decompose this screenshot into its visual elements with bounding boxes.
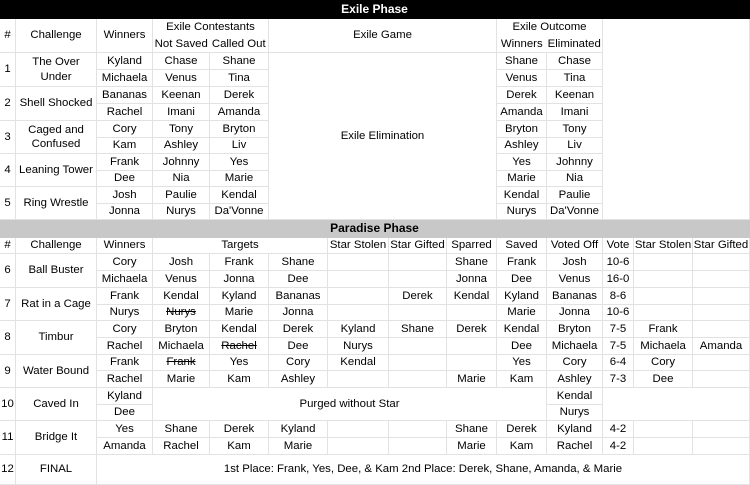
paradise-ss-cell xyxy=(328,288,389,305)
paradise-sg-cell xyxy=(389,438,447,455)
paradise-t1-cell: Marie xyxy=(153,371,210,388)
challenge-name: Bridge It xyxy=(16,421,97,455)
winner-cell: Kyland xyxy=(97,53,153,70)
paradise-sg-cell xyxy=(389,371,447,388)
paradise-sg2-cell xyxy=(693,288,750,305)
winner-cell: Yes xyxy=(97,421,153,438)
outcome-winner-cell: Marie xyxy=(497,171,547,187)
paradise-header-targets: Targets xyxy=(153,238,328,254)
exile-game-header: Exile Game xyxy=(269,19,497,53)
exile-header-winners: Winners xyxy=(97,19,153,53)
paradise-header-voted-off: Voted Off xyxy=(547,238,603,254)
outcome-winner-cell: Nurys xyxy=(497,204,547,220)
outcome-winner-cell: Bryton xyxy=(497,121,547,138)
paradise-t3-cell: Marie xyxy=(269,438,328,455)
paradise-sg2-cell xyxy=(693,254,750,271)
not-saved-cell: Chase xyxy=(153,53,210,70)
called-out-cell: Kendal xyxy=(210,187,269,204)
paradise-ss2-cell xyxy=(634,421,693,438)
episode-number: 7 xyxy=(0,288,16,321)
not-saved-cell: Tony xyxy=(153,121,210,138)
not-saved-cell: Johnny xyxy=(153,154,210,171)
outcome-eliminated-header: Eliminated xyxy=(547,37,601,50)
paradise-vt-cell: 7-3 xyxy=(603,371,634,388)
exile-outcome-header xyxy=(497,19,603,53)
paradise-vt-cell: 8-6 xyxy=(603,288,634,305)
called-out-cell: Liv xyxy=(210,138,269,154)
outcome-eliminated-cell: Da'Vonne xyxy=(547,204,603,220)
challenge-name: The Over Under xyxy=(16,53,97,87)
paradise-sg2-cell: Amanda xyxy=(693,338,750,355)
called-out-cell: Marie xyxy=(210,171,269,187)
episode-number: 9 xyxy=(0,355,16,388)
exile-contestants-label: Exile Contestants xyxy=(166,20,255,33)
paradise-vt-cell: 16-0 xyxy=(603,271,634,288)
paradise-t3-cell: Dee xyxy=(269,271,328,288)
called-out-cell: Yes xyxy=(210,154,269,171)
paradise-vt-cell: 4-2 xyxy=(603,438,634,455)
outcome-winner-cell: Amanda xyxy=(497,104,547,121)
paradise-header-sparred: Sparred xyxy=(447,238,497,254)
winner-cell: Josh xyxy=(97,187,153,204)
paradise-sv-cell: Frank xyxy=(497,254,547,271)
paradise-sp-cell: Shane xyxy=(447,254,497,271)
challenge-name: Caved In xyxy=(16,388,97,421)
paradise-sp-cell: Derek xyxy=(447,321,497,338)
paradise-header-saved: Saved xyxy=(497,238,547,254)
called-out-cell: Shane xyxy=(210,53,269,70)
paradise-sg-cell xyxy=(389,271,447,288)
outcome-eliminated-cell: Nia xyxy=(547,171,603,187)
called-out-cell: Tina xyxy=(210,70,269,87)
winner-cell: Bananas xyxy=(97,87,153,104)
paradise-sg2-cell xyxy=(693,271,750,288)
challenge-name: Ball Buster xyxy=(16,254,97,288)
called-out-cell: Amanda xyxy=(210,104,269,121)
paradise-vo-cell: Jonna xyxy=(547,305,603,321)
winner-cell: Rachel xyxy=(97,338,153,355)
paradise-sp-cell xyxy=(447,338,497,355)
paradise-t2-cell: Kam xyxy=(210,371,269,388)
episode-number: 3 xyxy=(0,121,16,154)
paradise-t3-cell: Shane xyxy=(269,254,328,271)
paradise-ss2-cell xyxy=(634,254,693,271)
paradise-t3-cell: Derek xyxy=(269,321,328,338)
paradise-t3-cell: Dee xyxy=(269,338,328,355)
paradise-t2-cell: Yes xyxy=(210,355,269,371)
outcome-winners-header: Winners xyxy=(500,37,543,50)
episode-number: 8 xyxy=(0,321,16,355)
outcome-winner-cell: Venus xyxy=(497,70,547,87)
paradise-t3-cell: Cory xyxy=(269,355,328,371)
paradise-sg-cell xyxy=(389,355,447,371)
paradise-vt-cell: 7-5 xyxy=(603,338,634,355)
paradise-header-num: # xyxy=(0,238,16,254)
paradise-sp-cell xyxy=(447,355,497,371)
paradise-header-star-stolen-2: Star Stolen xyxy=(634,238,693,254)
outcome-eliminated-cell: Tina xyxy=(547,70,603,87)
episode-number: 6 xyxy=(0,254,16,288)
paradise-sg2-cell xyxy=(693,355,750,371)
paradise-ss-cell: Nurys xyxy=(328,338,389,355)
paradise-ss2-cell: Dee xyxy=(634,371,693,388)
winner-cell: Amanda xyxy=(97,438,153,455)
not-saved-cell: Nia xyxy=(153,171,210,187)
paradise-header-challenge: Challenge xyxy=(16,238,97,254)
outcome-winner-cell: Yes xyxy=(497,154,547,171)
paradise-sg-cell xyxy=(389,421,447,438)
paradise-t2-cell: Kam xyxy=(210,438,269,455)
outcome-eliminated-cell: Liv xyxy=(547,138,603,154)
paradise-sg-cell: Derek xyxy=(389,288,447,305)
paradise-vt-cell: 10-6 xyxy=(603,254,634,271)
paradise-t1-cell: Nurys xyxy=(153,305,210,321)
paradise-vo-cell: Ashley xyxy=(547,371,603,388)
outcome-eliminated-cell: Johnny xyxy=(547,154,603,171)
challenge-name: Water Bound xyxy=(16,355,97,388)
paradise-sg2-cell xyxy=(693,321,750,338)
caved-in-note: Purged without Star xyxy=(153,388,547,421)
paradise-t1-cell: Josh xyxy=(153,254,210,271)
winner-cell: Kam xyxy=(97,138,153,154)
paradise-ss2-cell: Michaela xyxy=(634,338,693,355)
paradise-ss-cell xyxy=(328,254,389,271)
outcome-eliminated-cell: Paulie xyxy=(547,187,603,204)
paradise-sg-cell xyxy=(389,254,447,271)
paradise-vo-cell: Kyland xyxy=(547,421,603,438)
paradise-ss-cell xyxy=(328,305,389,321)
paradise-sv-cell: Kam xyxy=(497,371,547,388)
winner-cell: Dee xyxy=(97,405,153,421)
winner-cell: Michaela xyxy=(97,70,153,87)
episode-number: 4 xyxy=(0,154,16,187)
paradise-header-vote: Vote xyxy=(603,238,634,254)
paradise-vo-cell: Cory xyxy=(547,355,603,371)
episode-number: 1 xyxy=(0,53,16,87)
paradise-sv-cell: Dee xyxy=(497,338,547,355)
paradise-t2-cell: Rachel xyxy=(210,338,269,355)
paradise-sg2-cell xyxy=(693,305,750,321)
winner-cell: Kyland xyxy=(97,388,153,405)
paradise-ss-cell xyxy=(328,421,389,438)
paradise-vo-cell: Josh xyxy=(547,254,603,271)
paradise-ss-cell xyxy=(328,371,389,388)
paradise-t2-cell: Kyland xyxy=(210,288,269,305)
paradise-sg-cell xyxy=(389,338,447,355)
called-out-header: Called Out xyxy=(211,37,266,50)
paradise-sg2-cell xyxy=(693,421,750,438)
paradise-t1-cell: Venus xyxy=(153,271,210,288)
paradise-vo-cell: Bryton xyxy=(547,321,603,338)
outcome-eliminated-cell: Chase xyxy=(547,53,603,70)
paradise-ss2-cell: Cory xyxy=(634,355,693,371)
not-saved-cell: Keenan xyxy=(153,87,210,104)
paradise-vo-cell: Rachel xyxy=(547,438,603,455)
paradise-sv-cell: Marie xyxy=(497,305,547,321)
challenge-name: Ring Wrestle xyxy=(16,187,97,220)
episode-number: 12 xyxy=(0,455,16,485)
challenge-name: Timbur xyxy=(16,321,97,355)
paradise-sv-cell: Kam xyxy=(497,438,547,455)
exile-header-num: # xyxy=(0,19,16,53)
episode-number: 5 xyxy=(0,187,16,220)
paradise-sg-cell: Shane xyxy=(389,321,447,338)
challenge-name: Rat in a Cage xyxy=(16,288,97,321)
paradise-t3-cell: Kyland xyxy=(269,421,328,438)
paradise-ss-cell xyxy=(328,271,389,288)
winner-cell: Michaela xyxy=(97,271,153,288)
outcome-winner-cell: Derek xyxy=(497,87,547,104)
paradise-ss-cell xyxy=(328,438,389,455)
episode-number: 10 xyxy=(0,388,16,421)
paradise-sp-cell: Shane xyxy=(447,421,497,438)
challenge-name: Caged and Confused xyxy=(16,121,97,154)
final-results: 1st Place: Frank, Yes, Dee, & Kam 2nd Place: Derek, Shane, Amanda, & Marie xyxy=(97,455,750,485)
winner-cell: Rachel xyxy=(97,104,153,121)
paradise-sp-cell: Jonna xyxy=(447,271,497,288)
paradise-t1-cell: Kendal xyxy=(153,288,210,305)
not-saved-cell: Paulie xyxy=(153,187,210,204)
paradise-sg-cell xyxy=(389,305,447,321)
outcome-winner-cell: Ashley xyxy=(497,138,547,154)
paradise-t2-cell: Kendal xyxy=(210,321,269,338)
paradise-sp-cell xyxy=(447,305,497,321)
paradise-vo-cell: Bananas xyxy=(547,288,603,305)
paradise-t3-cell: Jonna xyxy=(269,305,328,321)
paradise-vo-cell: Venus xyxy=(547,271,603,288)
winner-cell: Frank xyxy=(97,355,153,371)
paradise-ss2-cell xyxy=(634,438,693,455)
winner-cell: Frank xyxy=(97,154,153,171)
winner-cell: Cory xyxy=(97,121,153,138)
challenge-name: FINAL xyxy=(16,455,97,485)
paradise-sv-cell: Derek xyxy=(497,421,547,438)
outcome-winner-cell: Kendal xyxy=(497,187,547,204)
exile-empty-area xyxy=(603,19,750,220)
challenge-name: Shell Shocked xyxy=(16,87,97,121)
paradise-t3-cell: Bananas xyxy=(269,288,328,305)
not-saved-cell: Imani xyxy=(153,104,210,121)
paradise-ss2-cell xyxy=(634,288,693,305)
paradise-t2-cell: Frank xyxy=(210,254,269,271)
not-saved-header: Not Saved xyxy=(154,37,208,50)
paradise-t1-cell: Rachel xyxy=(153,438,210,455)
not-saved-cell: Ashley xyxy=(153,138,210,154)
outcome-eliminated-cell: Keenan xyxy=(547,87,603,104)
exile-outcome-label: Exile Outcome xyxy=(512,20,587,33)
called-out-cell: Da'Vonne xyxy=(210,204,269,220)
paradise-t1-cell: Michaela xyxy=(153,338,210,355)
winner-cell: Nurys xyxy=(97,305,153,321)
paradise-ss2-cell xyxy=(634,305,693,321)
outcome-eliminated-cell: Imani xyxy=(547,104,603,121)
voted-off-cell: Kendal xyxy=(547,388,603,405)
voted-off-cell: Nurys xyxy=(547,405,603,421)
exile-contestants-header xyxy=(153,19,269,53)
paradise-header-star-gifted-2: Star Gifted xyxy=(693,238,750,254)
paradise-sp-cell: Marie xyxy=(447,371,497,388)
not-saved-cell: Venus xyxy=(153,70,210,87)
paradise-header-star-gifted: Star Gifted xyxy=(389,238,447,254)
paradise-header-star-stolen: Star Stolen xyxy=(328,238,389,254)
paradise-sv-cell: Yes xyxy=(497,355,547,371)
outcome-winner-cell: Shane xyxy=(497,53,547,70)
paradise-ss2-cell xyxy=(634,271,693,288)
paradise-vt-cell: 10-6 xyxy=(603,305,634,321)
paradise-vt-cell: 6-4 xyxy=(603,355,634,371)
paradise-sp-cell: Marie xyxy=(447,438,497,455)
paradise-t2-cell: Derek xyxy=(210,421,269,438)
paradise-ss2-cell: Frank xyxy=(634,321,693,338)
paradise-t2-cell: Jonna xyxy=(210,271,269,288)
paradise-header-winners: Winners xyxy=(97,238,153,254)
paradise-sv-cell: Dee xyxy=(497,271,547,288)
paradise-sg2-cell xyxy=(693,438,750,455)
challenge-name: Leaning Tower xyxy=(16,154,97,187)
episode-number: 11 xyxy=(0,421,16,455)
paradise-t2-cell: Marie xyxy=(210,305,269,321)
paradise-vo-cell: Michaela xyxy=(547,338,603,355)
exile-phase-title: Exile Phase xyxy=(0,0,750,19)
outcome-eliminated-cell: Tony xyxy=(547,121,603,138)
winner-cell: Jonna xyxy=(97,204,153,220)
paradise-sv-cell: Kendal xyxy=(497,321,547,338)
paradise-ss-cell: Kendal xyxy=(328,355,389,371)
winner-cell: Frank xyxy=(97,288,153,305)
episode-number: 2 xyxy=(0,87,16,121)
paradise-vt-cell: 7-5 xyxy=(603,321,634,338)
winner-cell: Rachel xyxy=(97,371,153,388)
paradise-ss-cell: Kyland xyxy=(328,321,389,338)
paradise-phase-title: Paradise Phase xyxy=(0,220,750,238)
called-out-cell: Bryton xyxy=(210,121,269,138)
paradise-t1-cell: Frank xyxy=(153,355,210,371)
winner-cell: Dee xyxy=(97,171,153,187)
paradise-sv-cell: Kyland xyxy=(497,288,547,305)
exile-header-challenge: Challenge xyxy=(16,19,97,53)
winner-cell: Cory xyxy=(97,254,153,271)
paradise-t3-cell: Ashley xyxy=(269,371,328,388)
paradise-vt-cell: 4-2 xyxy=(603,421,634,438)
called-out-cell: Derek xyxy=(210,87,269,104)
paradise-t1-cell: Bryton xyxy=(153,321,210,338)
paradise-t1-cell: Shane xyxy=(153,421,210,438)
paradise-sp-cell: Kendal xyxy=(447,288,497,305)
exile-game-value: Exile Elimination xyxy=(269,53,497,220)
winner-cell: Cory xyxy=(97,321,153,338)
paradise-sg2-cell xyxy=(693,371,750,388)
not-saved-cell: Nurys xyxy=(153,204,210,220)
empty-cells xyxy=(603,388,750,421)
